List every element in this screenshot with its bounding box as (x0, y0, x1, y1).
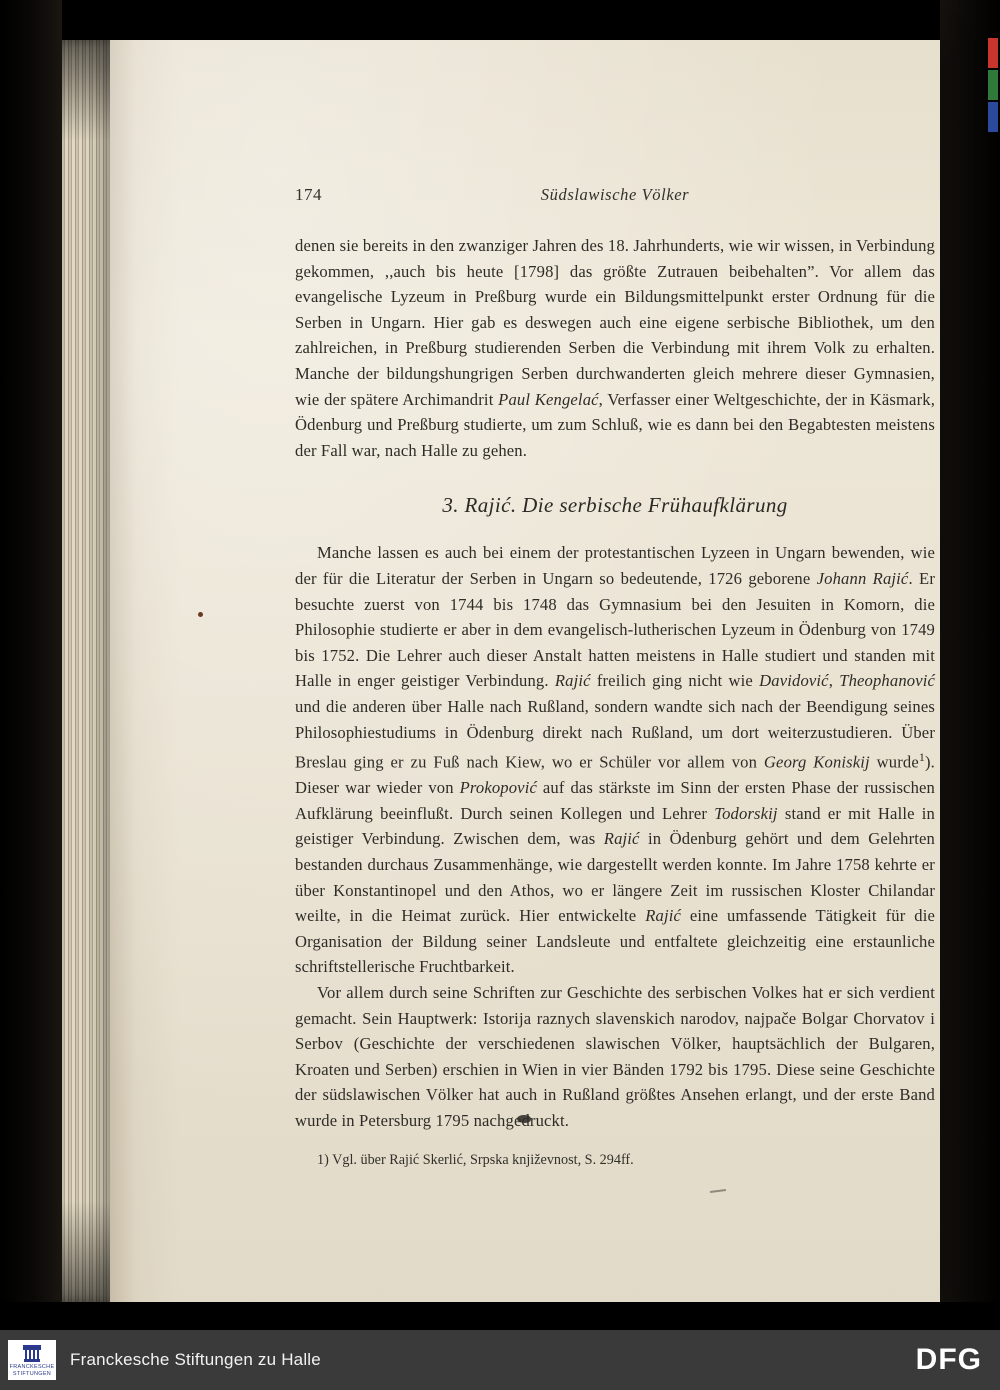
institution-label: Franckesche Stiftungen zu Halle (70, 1350, 321, 1369)
footnote-1: 1) Vgl. über Rajić Skerlić, Srpska književnost, S. 294ff. (317, 1151, 634, 1168)
running-head-title: Südslawische Völker (540, 185, 690, 204)
color-calibration-red (988, 38, 998, 68)
scan-margin-right (940, 0, 1000, 1330)
dfg-logo: DFG (915, 1343, 982, 1376)
paragraph-rajic-works: Vor allem durch seine Schriften zur Geschichte des serbischen Volkes hat er sich verdient gemacht. Sein Hauptwerk: Istorija raznych slavenskich narodov, najpače Bolgar Chorvatov i Serbov (Geschichte der verschiedenen slawischen Völker, hauptsächlich der Bulgaren, Kroaten und Serben) erschien in Wien in vier Bänden 1792 bis 1795. Diese seine Geschichte der südslawischen Völker hat auch in Rußland größtes Ansehen erlangt, und der erste Band wurde in Petersburg 1795 nachgedruckt. (295, 982, 935, 1130)
book-spine-shadow (0, 0, 62, 1330)
running-head (295, 185, 935, 211)
scan-margin-top (0, 0, 1000, 40)
color-calibration-green (988, 70, 998, 100)
scan-margin-bottom (0, 1302, 1000, 1330)
logo-line-1: FRANCKESCHE (9, 1364, 55, 1371)
viewer-footer-bar (0, 1330, 1000, 1390)
ink-scratch (710, 1189, 726, 1193)
building-icon (23, 1345, 41, 1362)
paragraph-continuation: denen sie bereits in den zwanziger Jahren des 18. Jahrhunderts, wie wir wissen, in Verbindung gekommen, ,,auch bis heute [1798] das größte Zutrauen beibehalten”. Vor allem das evangelische Lyzeum in Preßburg wurde ein Bildungsmittelpunkt erster Ordnung für die Serben in Ungarn. Hier gab es deswegen auch eine eigene serbische Bibliothek, um den zahlreichen, in Preßburg studierenden Serben die Verbindung mit ihrem Volk zu erhalten. Manche der bildungshungrigen Serben durchwanderten gleich mehrere dieser Gymnasien, wie der spätere Archimandrit Paul Kengelać, Verfasser einer Weltgeschichte, der in Käsmark, Ödenburg und Preßburg studierte, um zum Schluß, wie es dann bei den Begabtesten meistens der Fall war, nach Halle zu gehen. (295, 236, 935, 460)
page-paper (110, 40, 940, 1302)
footnote-area (295, 1150, 935, 1170)
page-number: 174 (295, 185, 322, 204)
franckesche-stiftungen-logo (8, 1340, 56, 1380)
ink-mark (198, 612, 203, 617)
page-text-block (295, 185, 935, 1170)
section-heading: 3. Rajić. Die serbische Frühaufklärung (442, 493, 788, 518)
logo-line-2: STIFTUNGEN (12, 1370, 52, 1377)
color-calibration-blue (988, 102, 998, 132)
paragraph-rajic-biography: Manche lassen es auch bei einem der protestantischen Lyzeen in Ungarn bewenden, wie der für die Literatur der Serben in Ungarn so bedeutende, 1726 geborene Johann Rajić. Er besuchte zuerst von 1744 bis 1748 das Gymnasium bei den Jesuiten in Komorn, die Philosophie studierte er aber in dem evangelisch-lutherischen Lyzeum in Ödenburg von 1749 bis 1752. Die Lehrer auch dieser Anstalt hatten meistens in Halle studiert und standen mit Halle in enger geistiger Verbindung. Rajić freilich ging nicht wie Davidović, Theophanović und die anderen über Halle nach Rußland, sondern wandte sich nach der Beendigung seines Philosophiestudiums in Ödenburg direkt nach Rußland, um dort weiterzustudieren. Über Breslau ging er zu Fuß nach Kiew, wo er Schüler vor allem von Georg Koniskij wurde$^1$). Dieser war wieder von Prokopović auf das stärkste im Sinn der ersten Phase der russischen Aufklärung beeinflußt. Durch seinen Kollegen und Lehrer Todorskij stand er mit Halle in geistiger Verbindung. Zwischen dem, was Rajić in Ödenburg gehört und dem Gelehrten bestanden durchaus Zusammenhänge, wie dargestellt werden konnte. Im Jahre 1758 kehrte er über Konstantinopel und den Athos, wo er längere Zeit im russischen Kloster Chilandar weilte, in die Heimat zurück. Hier entwickelte Rajić eine umfassende Tätigkeit für die Organisation der Bildung seiner Landsleute und entfaltete gleichzeitig eine erstaunliche schriftstellerische Fruchtbarkeit. (295, 543, 935, 977)
